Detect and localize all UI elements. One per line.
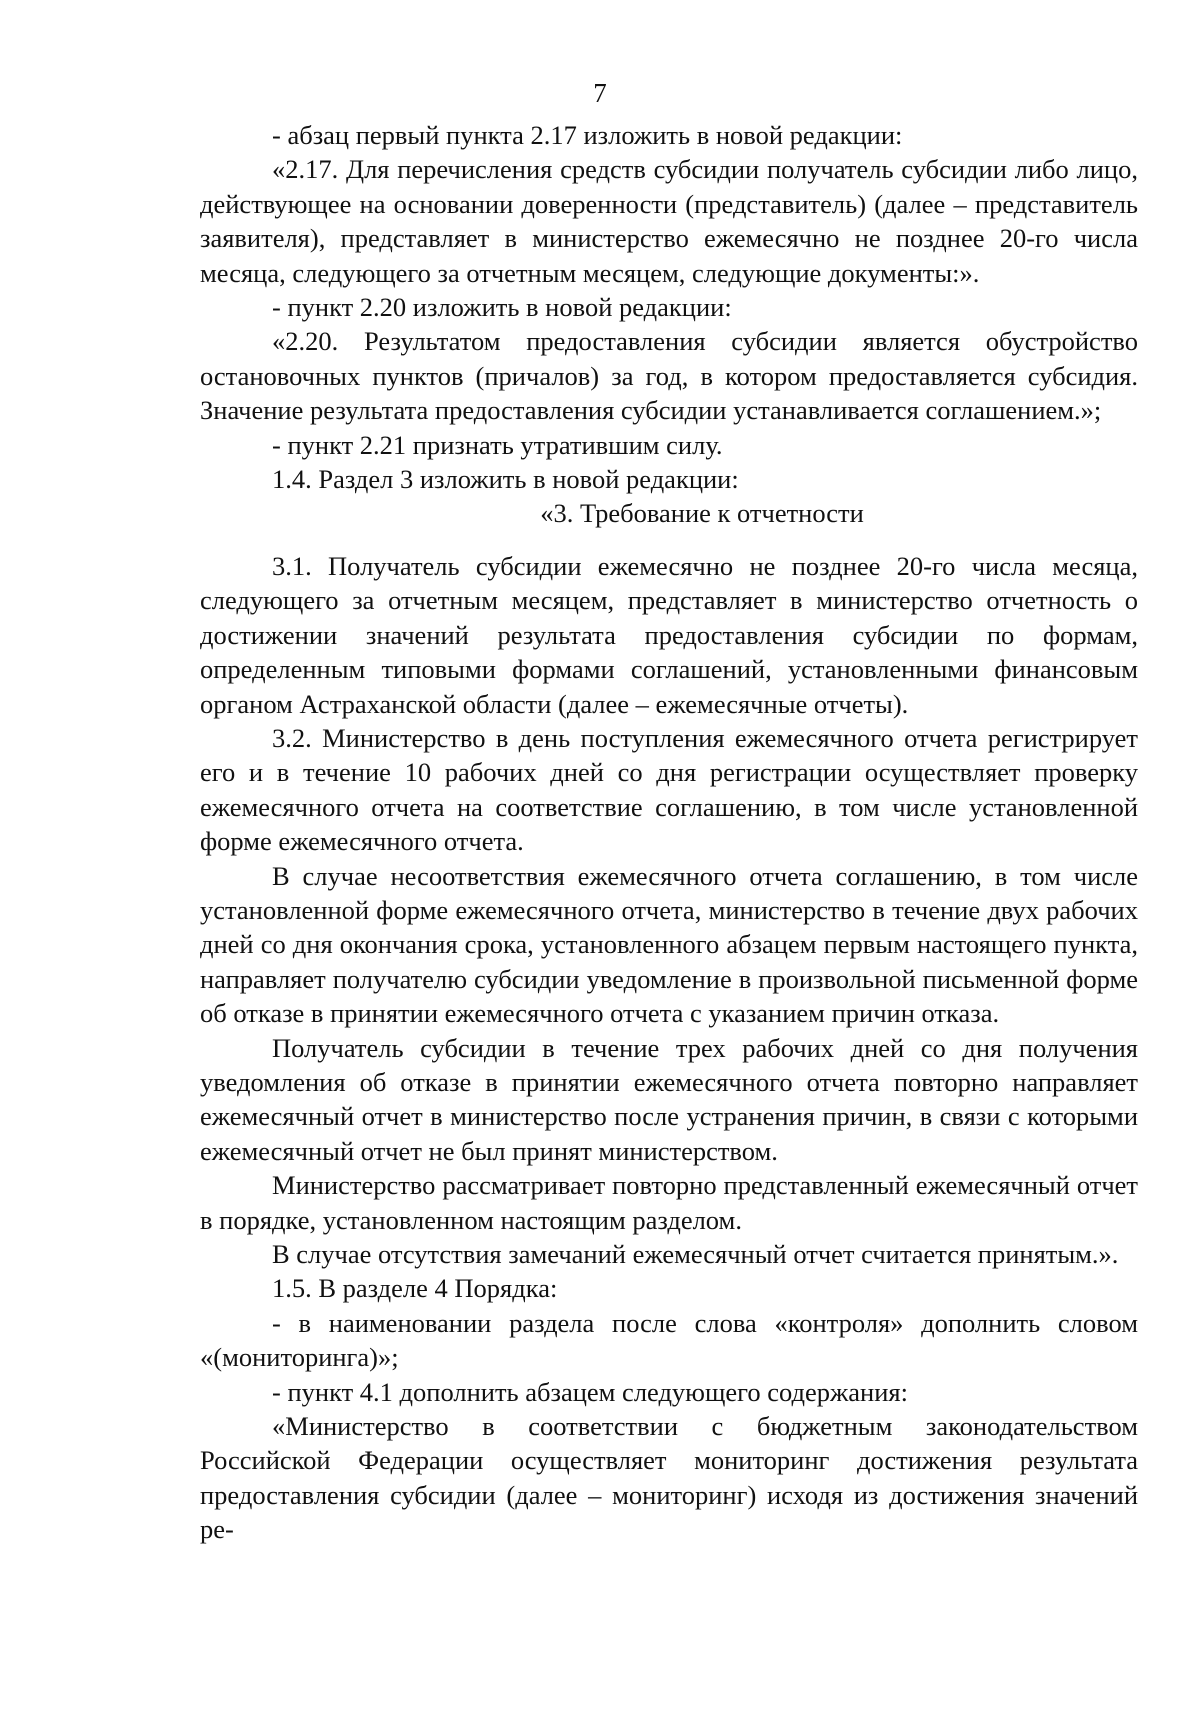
paragraph-1-5-section-name: - в наименовании раздела после слова «контроля» дополнить словом «(мониторинга)»;	[200, 1307, 1138, 1373]
paragraph-3-2: 3.2. Министерство в день поступления ежемесячного отчета регистрирует его и в течение 10 рабочих дней со дня регистрации осуществляет проверку ежемесячного отчета на соответствие соглашению, в том числе установленной форме ежемесячного отчета.	[200, 722, 1138, 857]
paragraph-3-2-review: Министерство рассматривает повторно представленный ежемесячный отчет в порядке, установленном настоящим разделом.	[200, 1170, 1138, 1235]
paragraph-amend-2-20-intro: - пункт 2.20 изложить в новой редакции:	[272, 292, 732, 323]
paragraph-4-1-intro: - пункт 4.1 дополнить абзацем следующего содержания:	[272, 1376, 908, 1407]
paragraph-amend-2-17-intro: - абзац первый пункта 2.17 изложить в новой редакции:	[272, 120, 903, 150]
paragraph-3-2-noncompliance: В случае несоответствия ежемесячного отчета соглашению, в том числе установленной форме ежемесячного отчета, министерство в течение двух рабочих дней со дня окончания срока, установленного абзацем первым настоящего пункта, направляет получателю субсидии уведомление в произвольной письменной форме об отказе в принятии ежемесячного отчета с указанием причин отказа.	[200, 860, 1138, 1029]
paragraph-3-2-resubmission: Получатель субсидии в течение трех рабочих дней со дня получения уведомления об отказе в принятии ежемесячного отчета повторно направляет ежемесячный отчет в министерство после устранения причин, в связи с которыми ежемесячный отчет не был принят министерством.	[200, 1032, 1138, 1166]
paragraph-2-20-text: «2.20. Результатом предоставления субсидии является обустройство остановочных пунктов (причалов) за год, в котором предоставляется субсидия. Значение результата предоставления субсидии устанавливается соглашением.»;	[200, 326, 1138, 426]
paragraph-1-4-intro: 1.4. Раздел 3 изложить в новой редакции:	[272, 464, 739, 495]
paragraph-3-1: 3.1. Получатель субсидии ежемесячно не позднее 20-го числа месяца, следующего за отчетным месяцем, представляет в министерство отчетность о достижении значений результата предоставления субсидии по формам, определенным типовыми формами соглашений, установленными финансовым органом Астраханской области (далее – ежемесячные отчеты).	[200, 550, 1138, 719]
paragraph-2-21-repeal: - пункт 2.21 признать утратившим силу.	[272, 429, 723, 460]
page-number: 7	[593, 78, 607, 108]
paragraph-1-5-intro: 1.5. В разделе 4 Порядка:	[272, 1273, 558, 1304]
paragraph-2-17-text: «2.17. Для перечисления средств субсидии получатель субсидии либо лицо, действующее на основании доверенности (представитель) (далее – представитель заявителя), представляет в министерство ежемесячно не позднее 20-го числа месяца, следующего за отчетным месяцем, следующие документы:».	[200, 154, 1138, 288]
document-body	[200, 118, 1138, 1547]
paragraph-3-2-accepted: В случае отсутствия замечаний ежемесячный отчет считается принятым.».	[272, 1239, 1119, 1269]
paragraph-4-1-monitoring: «Министерство в соответствии с бюджетным законодательством Российской Федерации осуществляет мониторинг достижения результата предоставления субсидии (далее – мониторинг) исходя из достижения значений ре-	[200, 1411, 1138, 1545]
section-3-title: «3. Требование к отчетности	[540, 498, 864, 529]
